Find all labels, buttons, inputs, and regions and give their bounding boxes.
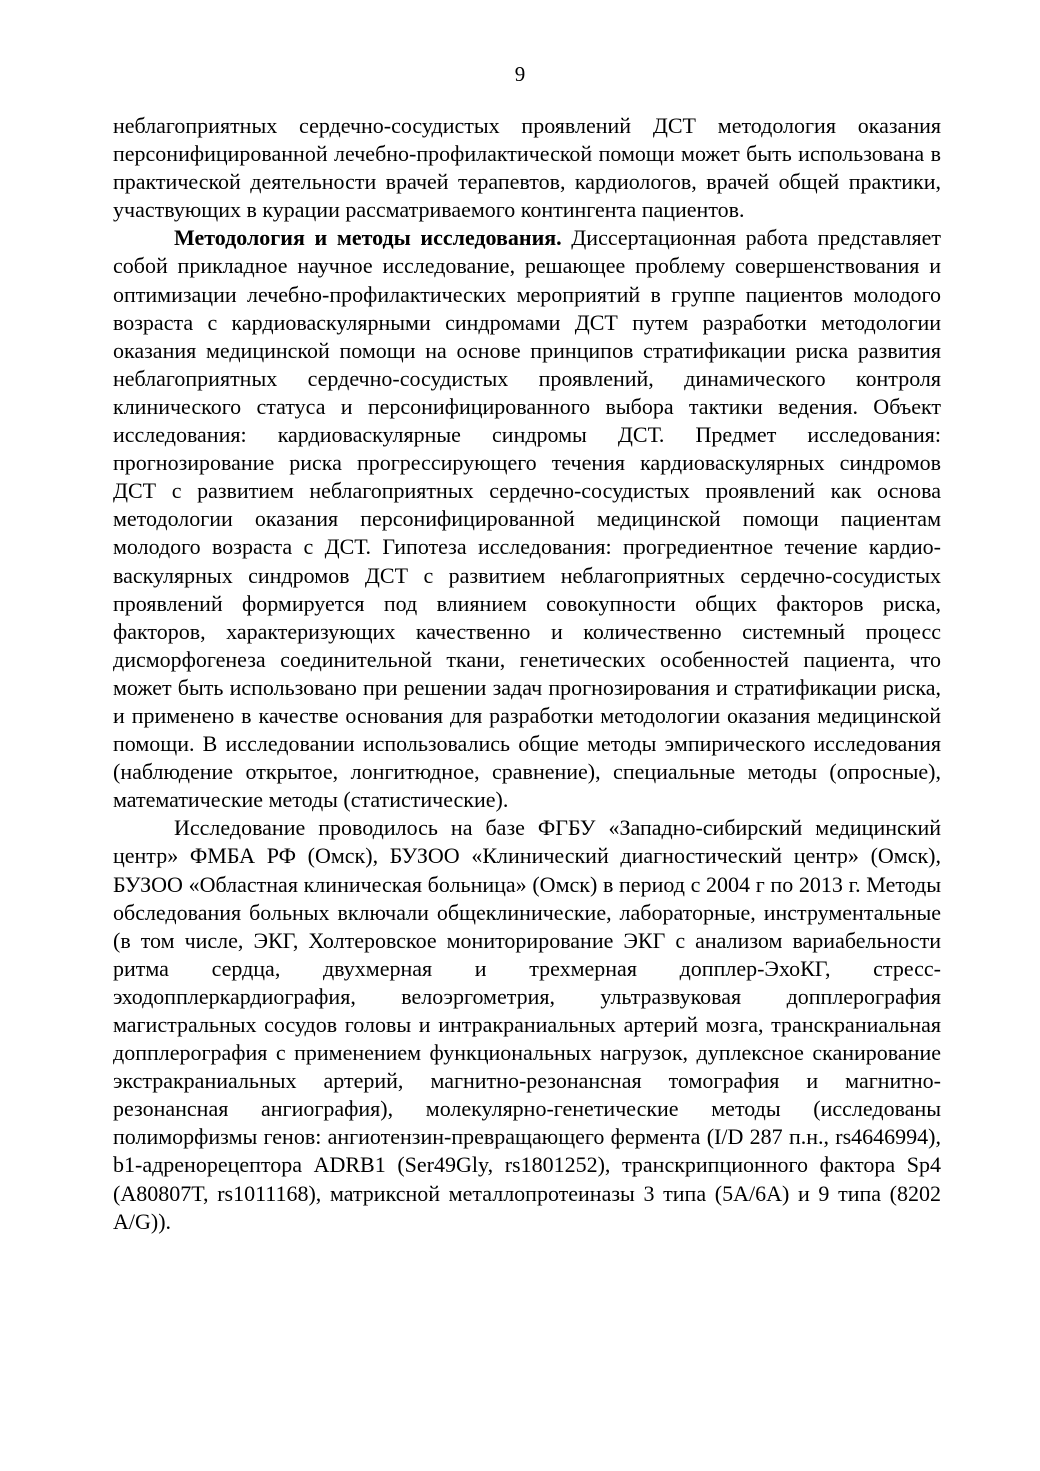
- section-heading-methodology: Методология и методы исследования.: [174, 225, 562, 251]
- paragraph-text: Исследование проводилось на базе ФГБУ «Западно-сибирский медицинский центр» ФМБА РФ (Омск), БУЗОО «Клинический диагностический центр» (Омск), БУЗОО «Областная клиническая больница» (Омск) в период с 2004 г по 2013 г. Методы обследования больных включали общеклинические, лабораторные, инструментальные (в том числе, ЭКГ, Холтеровское мониторирование ЭКГ с анализом вариабельности ритма сердца, двухмерная и трехмерная допплер-ЭхоКГ, стресс-эходопплеркардиография, велоэргометрия, ультразвуковая допплерография магистральных сосудов головы и интракраниальных артерий мозга, транскраниальная допплерография с применением функциональных нагрузок, дуплексное сканирование экстракраниальных артерий, магнитно-резонансная томография и магнитно-резонансная ангиография), молекулярно-генетические методы (исследованы полиморфизмы генов: ангиотензин-превращающего фермента (I/D 287 п.н., rs4646994), b1-адренорецептора ADRB1 (Ser49Gly, rs1801252), транскрипционного фактора Sp4 (A80807T, rs1011168), матриксной металлопротеиназы 3 типа (5A/6A) и 9 типа (8202 A/G)).: [113, 815, 941, 1234]
- paragraph-text: Диссертационная работа представляет собой прикладное научное исследование, решающее проблему совершенствования и оптимизации лечебно-профилактических мероприятий в группе пациентов молодого возраста с кардиоваскулярными синдромами ДСТ путем разработки методологии оказания медицинской помощи на основе принципов стратификации риска развития неблагоприятных сердечно-сосудистых проявлений, динамического контроля клинического статуса и персонифицированного выбора тактики ведения. Объект исследования: кардиоваскулярные синдромы ДСТ. Предмет исследования: прогнозирование риска прогрессирующего течения кардиоваскулярных синдромов ДСТ с развитием неблагоприятных сердечно-сосудистых проявлений как основа методологии оказания персонифицированной медицинской помощи пациентам молодого возраста с ДСТ. Гипотеза исследования: прогредиентное течение кардио-васкулярных синдромов ДСТ с развитием неблагоприятных сердечно-сосудистых проявлений формируется под влиянием совокупности общих факторов риска, факторов, характеризующих качественно и количественно системный процесс дисморфогенеза соединительной ткани, генетических особенностей пациента, что может быть использовано при решении задач прогнозирования и стратификации риска, и применено в качестве основания для разработки методологии оказания медицинской помощи. В исследовании использовались общие методы эмпирического исследования (наблюдение открытое, лонгитюдное, сравнение), специальные методы (опросные), математические методы (статистические).: [113, 225, 941, 813]
- document-body: [113, 112, 941, 1236]
- page-number: 9: [514, 62, 526, 86]
- paragraph-methodology: [113, 224, 941, 814]
- paragraph-text: неблагоприятных сердечно-сосудистых проявлений ДСТ методология оказания персонифицированной лечебно-профилактической помощи может быть использована в практической деятельности врачей терапевтов, кардиологов, врачей общей практики, участвующих в курации рассматриваемого контингента пациентов.: [113, 113, 941, 223]
- paragraph-results-application: [113, 112, 941, 224]
- paragraph-study-settings: [113, 814, 941, 1235]
